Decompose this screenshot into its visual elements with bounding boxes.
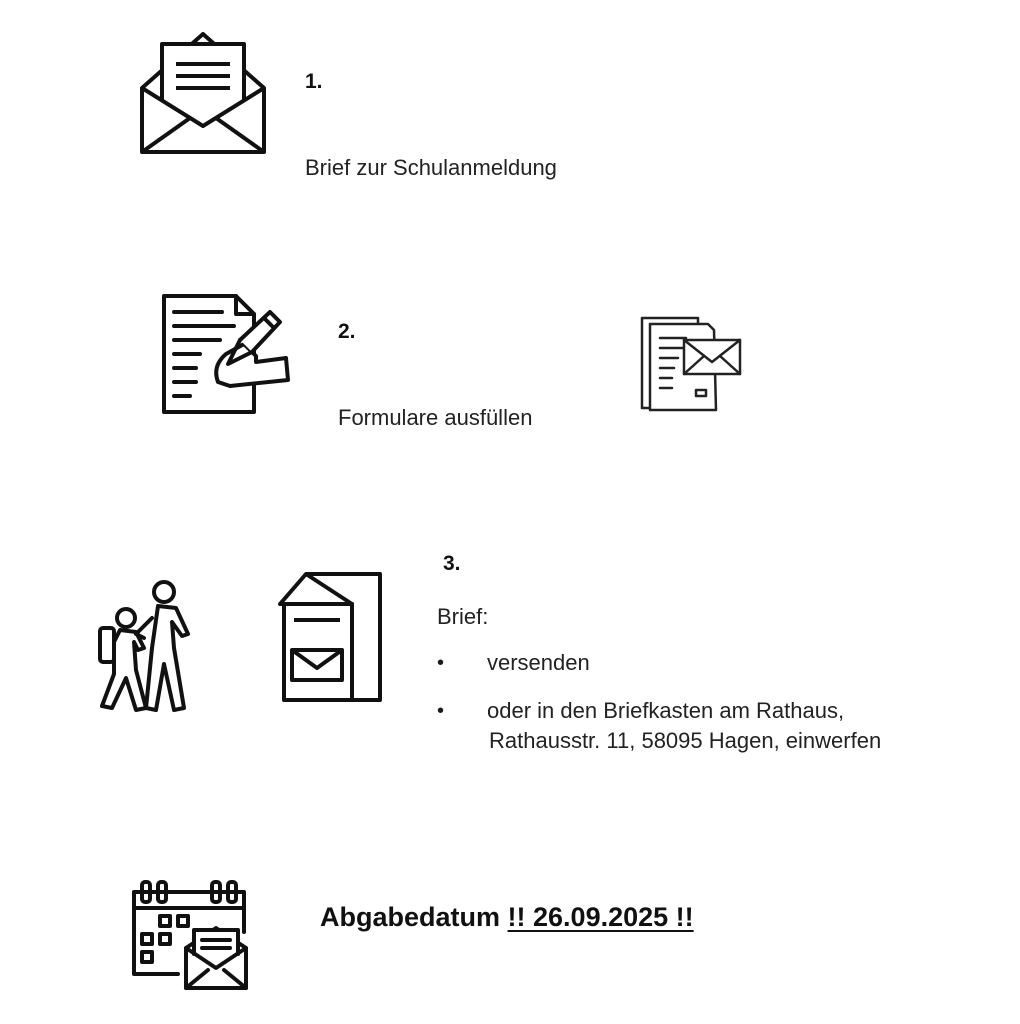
step-1-number: 1. <box>305 70 323 93</box>
mailbox-icon <box>276 570 386 706</box>
form-writing-icon <box>160 292 292 418</box>
step-3-intro: Brief: <box>437 604 489 629</box>
step-2-text: Formulare ausfüllen <box>338 405 533 430</box>
bullet: • <box>437 700 445 722</box>
calendar-mail-icon <box>128 878 250 992</box>
deadline-label: Abgabedatum <box>320 902 501 932</box>
list-item <box>437 698 844 724</box>
list-item-text: oder in den Briefkasten am Rathaus, <box>487 698 845 723</box>
list-item <box>437 650 590 676</box>
documents-envelope-icon <box>638 312 744 414</box>
list-item-text-continued: Rathausstr. 11, 58095 Hagen, einwerfen <box>489 728 882 753</box>
step-1-text: Brief zur Schulanmeldung <box>305 155 557 180</box>
walking-people-icon <box>92 578 196 716</box>
step-3-number: 3. <box>443 552 461 575</box>
deadline <box>320 902 694 933</box>
deadline-date: !! 26.09.2025 !! <box>507 902 694 932</box>
bullet: • <box>437 652 445 674</box>
list-item-text: versenden <box>487 650 590 675</box>
step-2-number: 2. <box>338 320 356 343</box>
open-letter-icon <box>138 30 268 156</box>
